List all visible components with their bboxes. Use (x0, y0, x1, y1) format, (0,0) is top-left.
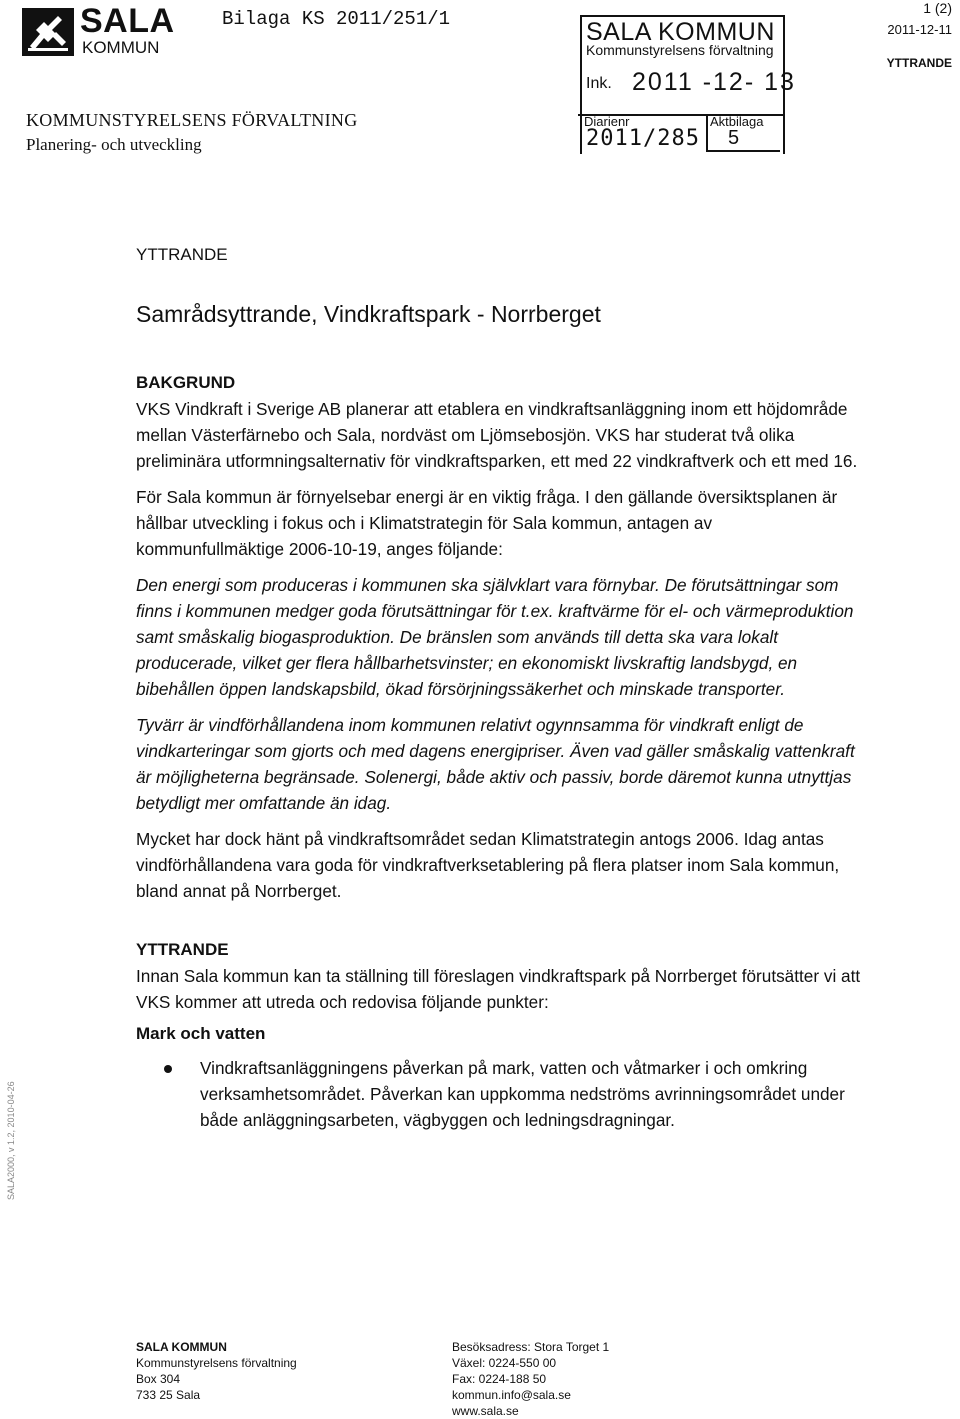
paragraph-requirements: Innan Sala kommun kan ta ställning till föreslagen vindkraftspark på Norrberget förutsätter vi att VKS kommer att utreda och redovisa följande punkter: (136, 966, 861, 1012)
bullet-icon (164, 1065, 172, 1073)
quote-wind-conditions: Tyvärr är vindförhållandena inom kommunen relativt ogynnsamma för vindkraft enligt de vindkarteringar som gjorts och med dagens energipriser. Även vad gäller småskalig vattenkraft är möjligheterna begränsade. Solenergi, både aktiv och passiv, borde däremot kunna utnyttjas betydligt mer omfattande än idag. (136, 715, 855, 813)
unit-name: Planering- och utveckling (26, 135, 202, 154)
sala-logo-icon (22, 8, 74, 56)
footer-fax: Fax: 0224-188 50 (452, 1372, 547, 1386)
footer-organization (136, 1339, 297, 1403)
footer-visit-address: Besöksadress: Stora Torget 1 (452, 1340, 610, 1354)
stamp-aktbilaga: 5 (728, 127, 740, 149)
list-item-text: Vindkraftsanläggningens påverkan på mark, vatten och våtmarker i och omkring verksamhetsområdet. Påverkan kan uppkomma nedströms avrinningsområdet under både anläggningsarbeten, vägbyggen och ledningsdragningar. (200, 1058, 845, 1130)
requirements-list (136, 1055, 862, 1133)
side-margin-text: SALA2000, v 1.2, 2010-04-26 (6, 1081, 16, 1200)
yttrande-heading: YTTRANDE (136, 940, 229, 959)
document-body (136, 370, 862, 1133)
footer-email: kommun.info@sala.se (452, 1388, 571, 1402)
department-name: KOMMUNSTYRELSENS FÖRVALTNING (26, 110, 358, 130)
footer-org-name: SALA KOMMUN (136, 1340, 227, 1354)
paragraph-renewable: För Sala kommun är förnyelsebar energi är en viktig fråga. I den gällande översiktsplanen är hållbar utveckling i fokus och i Klimatstrategin för Sala kommun, antagen av kommunfullmäktige 2006-10-19, anges följande: (136, 487, 838, 559)
subheading-land-water: Mark och vatten (136, 1024, 266, 1043)
document-type: YTTRANDE (886, 56, 952, 70)
bilaga-reference: Bilaga KS 2011/251/1 (222, 8, 451, 30)
bakgrund-heading: BAKGRUND (136, 373, 236, 392)
footer-box: Box 304 (136, 1372, 181, 1386)
list-item (136, 1055, 862, 1133)
stamp-ink-label: Ink. (586, 75, 612, 92)
footer-contact (452, 1339, 609, 1419)
paragraph-development: Mycket har dock hänt på vindkraftsområdet sedan Klimatstrategin antogs 2006. Idag antas vindförhållandena vara goda för vindkraftverksetablering på flera platser inom Sala kommun, bland annat på Norrberget. (136, 829, 840, 901)
stamp-subtitle: Kommunstyrelsens förvaltning (586, 42, 774, 58)
footer-postal: 733 25 Sala (136, 1388, 201, 1402)
stamp-ink-date: 2011 -12- 13 (632, 68, 796, 96)
footer-web: www.sala.se (452, 1404, 519, 1418)
stamp-aktbilaga-label: Aktbilaga (710, 114, 764, 129)
page-number: 1 (2) (923, 0, 952, 16)
section-label: YTTRANDE (136, 245, 228, 264)
footer-phone: Växel: 0224-550 00 (452, 1356, 557, 1370)
quote-climate-strategy: Den energi som produceras i kommunen ska självklart vara förnybar. De förutsättningar som finns i kommunen medger goda förutsättningar för t.ex. kraftvärme för el- och värmeproduktion samt småskalig biogasproduktion. De bränslen som används till detta ska vara lokalt producerade, vilket ger flera hållbarhetsvinster; en ekonomiskt livskraftig landsbygd, en bibehållen öppen landskapsbild, ökad försörjningssäkerhet och minskade transporter. (136, 575, 854, 699)
stamp-diarienr-label: Diarienr (584, 114, 630, 129)
document-date: 2011-12-11 (887, 22, 952, 37)
paragraph-background: VKS Vindkraft i Sverige AB planerar att etablera en vindkraftsanläggning inom ett höjdområde mellan Västerfärnebo och Sala, nordväst om Ljömsebosjön. VKS har studerat två olika preliminära utformningsalternativ för vindkraftsparken, ett med 22 vindkraftverk och ett med 16. (136, 399, 858, 471)
stamp-title: SALA KOMMUN (586, 18, 775, 46)
logo-name: SALA (80, 2, 175, 40)
document-title: Samrådsyttrande, Vindkraftspark - Norrberget (136, 301, 601, 327)
logo-subtitle: KOMMUN (82, 38, 160, 57)
stamp-diarienr: 2011/285 (586, 126, 700, 151)
footer-org-dept: Kommunstyrelsens förvaltning (136, 1356, 297, 1370)
